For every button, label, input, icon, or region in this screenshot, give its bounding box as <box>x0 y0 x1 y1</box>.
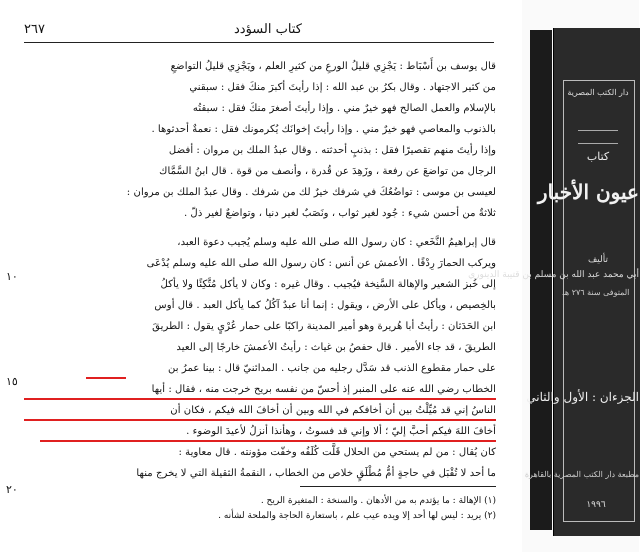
text-line: قال إبراهيمُ النَّخَعي : كان رسول الله صلى الله عليه وسلم يُجيب دعوة العبد، <box>177 237 496 248</box>
cover-frame <box>563 80 635 522</box>
text-line: بالإسلام والعمل الصالح فهو خيرٌ مني . وإذا رأيتَ أصغرَ منكَ فقل : سبقتُه <box>192 103 496 114</box>
text-line: قال يوسف بن أَسْبَاط : يَجْزِي قليلُ الورعِ من كثيرِ العلم ، ويَجْزِي قليلُ التواضعِ <box>170 61 496 72</box>
cover-death-date: المتوفى سنة ٢٧٦ هـ <box>562 288 630 297</box>
text-line: إلى خُبز الشعير والإهالة السَّنِخة فيُجيب . وقال غيره : وكان لا يأكل مُتَّكِئًا ولا يأكلُ <box>160 279 496 290</box>
text-line: بالخِصيص ، ويأكل على الأرض ، ويقول : إنما أنا عبدٌ آكُلُ كما يأكل العبد . قال أوس <box>154 300 496 311</box>
text-line: ثلاثةٌ من أحسن شيء : جُود لغير ثواب ، ونَصَبٌ لغير دنيا ، وتواضعٌ لغير ذلّ . <box>183 208 496 219</box>
text-line: كان يُقال : من لم يستحي من الحلال قَلَّت كُلَفُه وخفّت مؤونته . قال معاوية : <box>178 447 496 458</box>
line-number-margin: ١٠ <box>6 270 18 283</box>
highlight-underline <box>86 377 126 379</box>
ornament-icon <box>578 130 618 144</box>
cover-kitab: كتاب <box>586 150 610 163</box>
cover-by: تأليف <box>587 255 609 265</box>
body-text <box>24 60 496 480</box>
cover-year: ١٩٩٦ <box>586 500 606 510</box>
cover-author: أبي محمد عبد الله بن مسلم بن قتيبة الدينوري <box>468 270 639 280</box>
text-line: أخافَ اللهَ فيكم أحبَّ إليّ ؛ ألا وإني قد فسوتُ ، وهأنذا أنزلُ لأعيدَ الوضوء . <box>186 426 496 437</box>
highlight-underline <box>24 419 496 421</box>
line-number-margin: ١٥ <box>6 375 18 388</box>
cover-title: عيون الأخبار <box>537 180 639 204</box>
highlight-underline <box>40 440 496 442</box>
cover-press: مطبعة دار الكتب المصرية بالقاهرة <box>524 470 639 479</box>
page-header <box>24 22 494 43</box>
text-line: وإذا رأيتَ منهم تقصيرًا فقل : بذنبٍ أحدثته . وقال عبدُ الملك بن مروان : أفضل <box>168 145 496 156</box>
cover-publisher: دار الكتب المصرية <box>567 88 629 97</box>
page-number: ٢٦٧ <box>24 22 45 37</box>
text-line: من كثير الاجتهاد . وقال بكرُ بن عبد الله : إذا رأيتَ أكبرَ منكَ فقل : سبقني <box>189 82 496 93</box>
header-title: كتاب السؤدد <box>234 22 302 37</box>
text-line: الخطاب رضي الله عنه على المنبر إذ أحسّ من نفسه بريح خرجت منه ، فقال : أيها <box>151 384 496 395</box>
text-line: ما أحد لا تُقْبَل في حاجةٍ أمُّ مُطْلَقٍ خلاص من الخطاب ، النقمةُ الثقيلة التي لا يخرج منها <box>136 468 496 479</box>
text-line: الرجال من تواضعَ عن رفعة ، وزَهِدَ عن قُدرة ، وأنصف من قوة . قال ابنُ السَّمَّاك <box>159 166 496 177</box>
text-line: الطريقَ ، قد جاء الأمير . قال حفصُ بن غياث : رأيتُ الأعمشَ خارجًا إلى العيد <box>176 342 496 353</box>
text-line: ويركب الحمارَ رِدْفًا . الأعمش عن أنس : كان رسول الله صلى الله عليه وسلم يُدْعَى <box>146 258 496 269</box>
text-line: بالذنوب والمعاصي فهو خيرٌ مني . وإذا رأيتَ إخوانَك يُكرمونك فقل : نعمةٌ أحدثوها . <box>151 124 496 135</box>
text-line: لعيسى بن موسى : تواضُعُكَ في شرفك خيرٌ لك من شرفك . وقال عبدُ الملك بن مروان : <box>126 187 496 198</box>
text-line: على حمار مقطوع الذنب قد سَدَّل رجليه من جانب . المدائنيّ قال : بينا عمرُ بن <box>168 363 496 374</box>
book-spine <box>530 30 552 530</box>
text-line: الناسُ إني قد مُيِّلْتُ بين أن أخافكم في الله وبين أن أخافَ الله فيكم ، فكان أن <box>170 405 496 416</box>
line-number-margin: ٢٠ <box>6 483 18 496</box>
highlight-underline <box>24 398 496 400</box>
text-line: ابن الحَدَثان : رأيتُ أبا هُريرة وهو أمير المدينة راكبًا على حمار عُرْيٍ يقول : الطريقَ <box>152 321 496 332</box>
footnote: (١) الإهالة : ما يؤتدم به من الأدهان . والسنخة : المتغيرة الريح . <box>260 496 496 506</box>
footnote: (٢) يريد : ليس لها أحد إلا ويده عيب علم ، باستعارة الحاجة والملحة لشأنه . <box>218 511 496 521</box>
footnote-divider <box>300 486 496 487</box>
cover-parts: الجزءان : الأول والثاني <box>526 390 639 404</box>
